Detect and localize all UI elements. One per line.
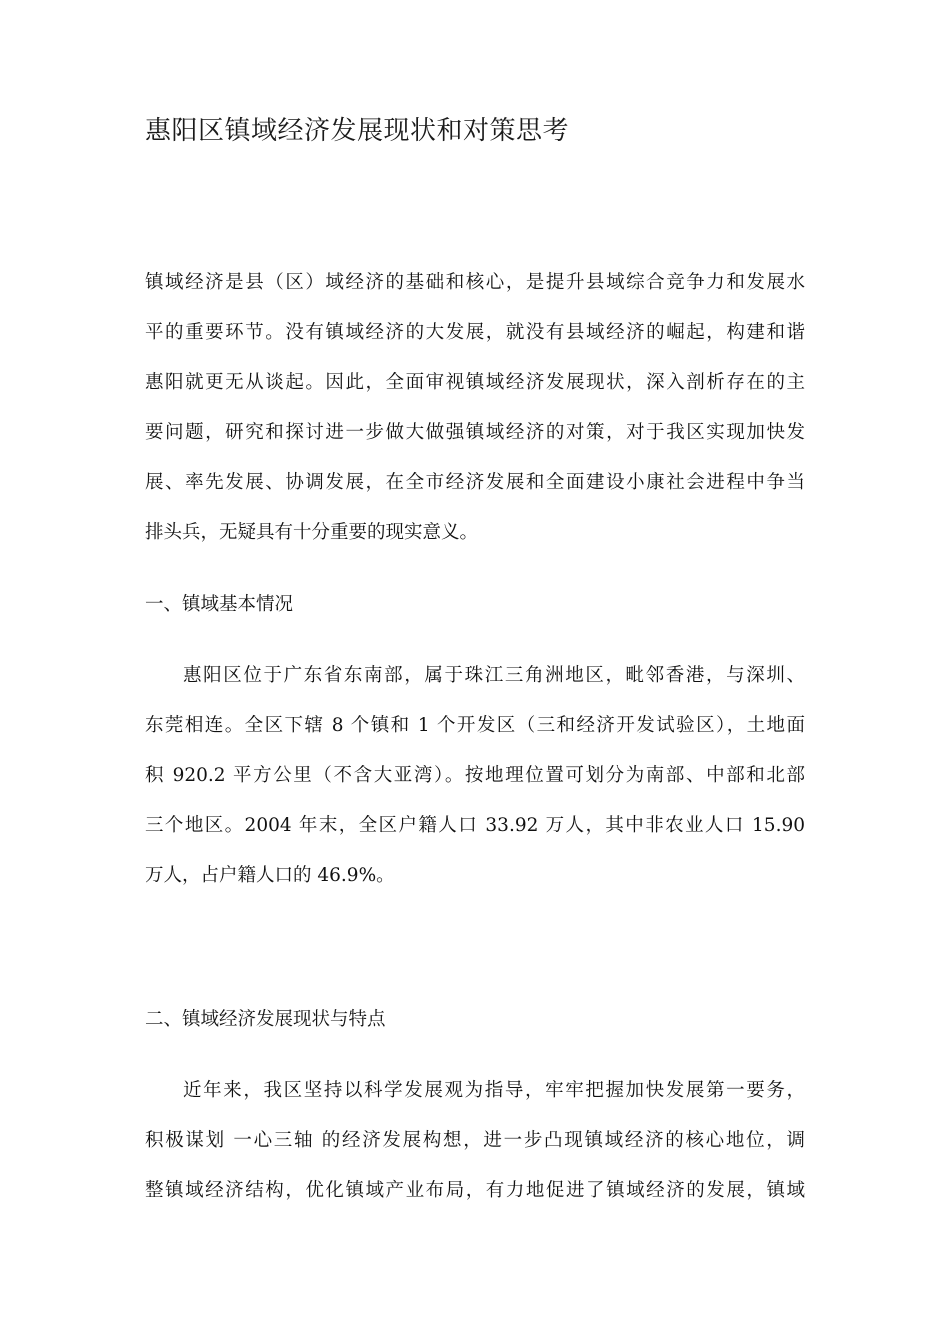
intro-paragraph: [145, 258, 805, 558]
section-2-line: 整镇域经济结构，优化镇域产业布局，有力地促进了镇域经济的发展，镇域: [145, 1180, 805, 1201]
section-2-paragraph: [145, 1066, 805, 1216]
section-2-line: 积极谋划 一心三轴 的经济发展构想，进一步凸现镇域经济的核心地位，调: [145, 1130, 805, 1151]
section-1-line: 东莞相连。全区下辖 8 个镇和 1 个开发区（三和经济开发试验区），土地面: [145, 715, 805, 736]
intro-line: 要问题，研究和探讨进一步做大做强镇域经济的对策，对于我区实现加快发: [145, 422, 805, 443]
section-1-line: 三个地区。2004 年末，全区户籍人口 33.92 万人，其中非农业人口 15.90: [145, 815, 805, 836]
intro-line: 镇域经济是县（区）域经济的基础和核心，是提升县域综合竞争力和发展水: [145, 272, 805, 293]
document-title: 惠阳区镇域经济发展现状和对策思考: [145, 116, 570, 146]
section-1-heading: 一、镇域基本情况: [145, 594, 294, 615]
intro-line: 排头兵，无疑具有十分重要的现实意义。: [145, 522, 479, 543]
section-1-paragraph: [145, 651, 805, 901]
section-2-line: 近年来，我区坚持以科学发展观为指导，牢牢把握加快发展第一要务，: [183, 1080, 805, 1101]
section-1-line: 万人，占户籍人口的 46.9%。: [145, 865, 395, 886]
section-1-line: 积 920.2 平方公里（不含大亚湾）。按地理位置可划分为南部、中部和北部: [145, 765, 805, 786]
section-2-heading: 二、镇域经济发展现状与特点: [145, 1009, 386, 1030]
section-1-line: 惠阳区位于广东省东南部，属于珠江三角洲地区，毗邻香港，与深圳、: [183, 665, 805, 686]
intro-line: 惠阳就更无从谈起。因此，全面审视镇域经济发展现状，深入剖析存在的主: [145, 372, 805, 393]
intro-line: 展、率先发展、协调发展，在全市经济发展和全面建设小康社会进程中争当: [145, 472, 805, 493]
intro-line: 平的重要环节。没有镇域经济的大发展，就没有县域经济的崛起，构建和谐: [145, 322, 805, 343]
